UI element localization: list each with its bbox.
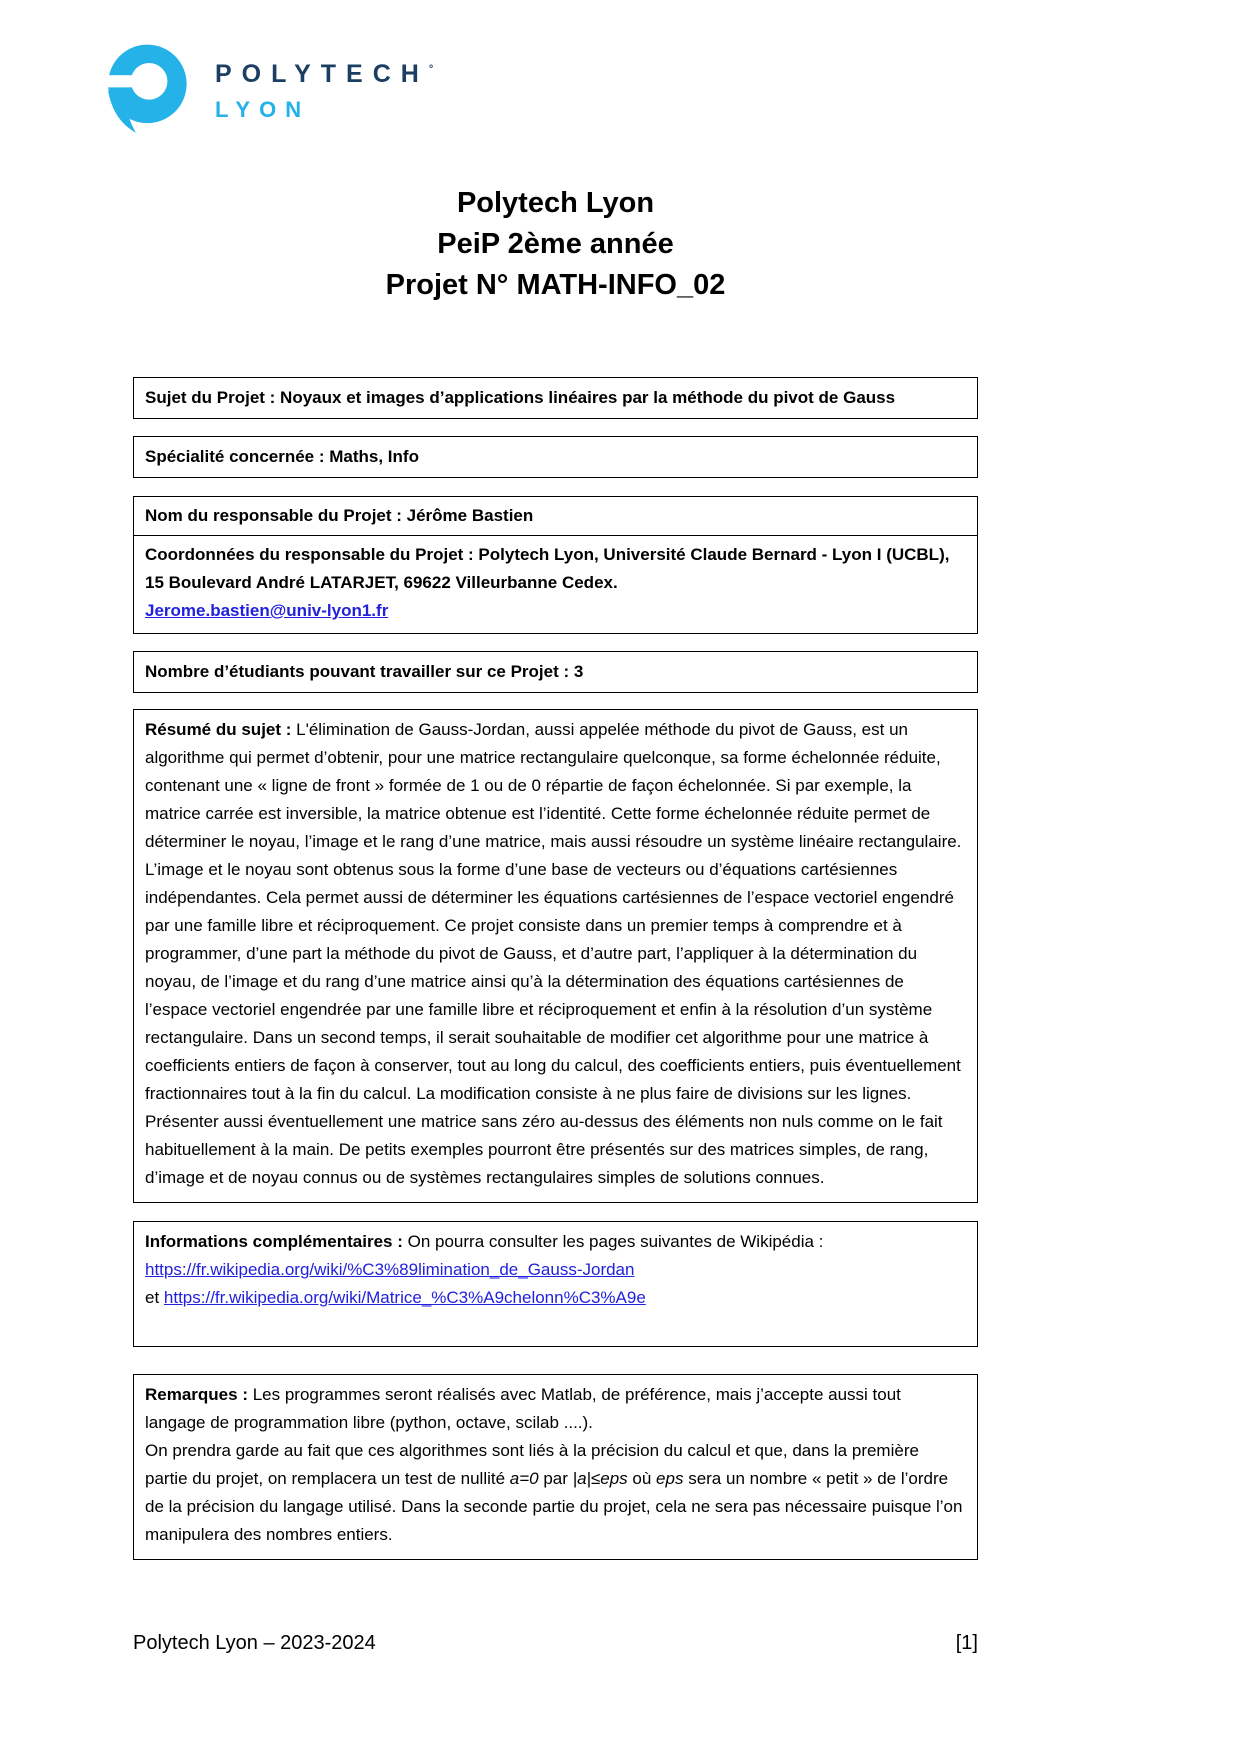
remarks-math-eps: eps: [656, 1469, 684, 1488]
remarks-para2-seg1: On prendra garde au fait que ces algorithmes sont liés à la précision du calcul et que, dans la première partie du projet, on remplacera un test de nullité: [145, 1441, 919, 1488]
info-link2-line: [145, 1284, 966, 1312]
remarks-math-abs-a-leq-eps: |a|≤eps: [572, 1469, 628, 1488]
responsible-coords-text: Coordonnées du responsable du Projet : Polytech Lyon, Université Claude Bernard - Lyon I (UCBL), 15 Boulevard André LATARJET, 69622 Villeurbanne Cedex.: [145, 545, 950, 592]
additional-info-box: [133, 1221, 978, 1347]
wikipedia-link-matrice-echelonnee[interactable]: https://fr.wikipedia.org/wiki/Matrice_%C3%A9chelonn%C3%A9e: [163, 1288, 646, 1307]
info-label: Informations complémentaires :: [145, 1232, 403, 1251]
summary-text: L'élimination de Gauss-Jordan, aussi appelée méthode du pivot de Gauss, est un algorithme qui permet d’obtenir, pour une matrice rectangulaire quelconque, sa forme échelonnée réduite, contenant une « ligne de front » formée de 1 ou de 0 répartie de façon échelonnée. Si par exemple, la matrice carrée est inversible, la matrice obtenue est l’identité. Cette forme échelonnée réduite permet de déterminer le noyau, l’image et le rang d’une matrice, mais aussi résoudre un système linéaire rectangulaire. L’image et le noyau sont obtenus sous la forme d’une base de vecteurs ou d’équations cartésiennes indépendantes. Cela permet aussi de déterminer les équations cartésiennes de l’espace vectoriel engendré par une famille libre et réciproquement. Ce projet consiste dans un premier temps à comprendre et à programmer, d’une part la méthode du pivot de Gauss, et d’autre part, l’appliquer à la détermination du noyau, de l’image et du rang d’une matrice ainsi qu’à la détermination des équations cartésiennes de l’espace vectoriel engendrée par une famille libre et réciproquement et enfin à la résolution d’un système rectangulaire. Dans un second temps, il serait souhaitable de modifier cet algorithme pour une matrice à coefficients entiers de façon à conserver, tout au long du calcul, des coefficients entiers, puis éventuellement fractionnaires tout à la fin du calcul. La modification consiste à ne plus faire de divisions sur les lignes. Présenter aussi éventuellement une matrice sans zéro au-dessus des éléments non nuls comme on le fait habituellement à la main. De petits exemples pourront être présentés sur des matrices simples, de rang, d’image et de noyau connus ou de systèmes rectangulaires simples de solutions connues.: [145, 720, 962, 1187]
info-intro-text: On pourra consulter les pages suivantes de Wikipédia :: [402, 1232, 824, 1251]
remarks-math-a-equals-0: a=0: [509, 1469, 539, 1488]
title-line-3: Projet N° MATH-INFO_02: [385, 269, 726, 301]
summary-label: Résumé du sujet :: [145, 720, 292, 739]
remarks-box: [133, 1374, 978, 1560]
footer-school-year: Polytech Lyon – 2023-2024: [133, 1632, 376, 1654]
remarks-para2-seg4: sera un nombre « petit » de l’ordre de la précision du langage utilisé. Dans la seconde partie du projet, cela ne sera pas nécessaire puisque l’on manipulera des nombres entiers.: [145, 1469, 963, 1544]
remarks-paragraph-2: [145, 1437, 966, 1549]
remarks-label: Remarques :: [145, 1385, 248, 1404]
info-intro-line: [145, 1228, 966, 1256]
students-box: [133, 651, 978, 693]
summary-box: [133, 709, 978, 1203]
subject-text: Sujet du Projet : Noyaux et images d’applications linéaires par la méthode du pivot de Gauss: [145, 388, 896, 407]
logo-brand-label: POLYTECH: [215, 60, 429, 88]
remarks-para2-seg3: où: [627, 1469, 657, 1488]
page-title: [133, 183, 978, 306]
title-line-2: PeiP 2ème année: [437, 228, 674, 260]
logo-city-text: LYON: [215, 97, 311, 122]
responsible-email-link[interactable]: Jerome.bastien@univ-lyon1.fr: [145, 601, 389, 620]
wikipedia-link-gauss-jordan[interactable]: https://fr.wikipedia.org/wiki/%C3%89limination_de_Gauss-Jordan: [145, 1260, 635, 1279]
info-link1-line: [145, 1256, 966, 1284]
info-link2-prefix: et: [145, 1288, 164, 1307]
title-line-1: Polytech Lyon: [456, 187, 655, 219]
specialty-text: Spécialité concernée : Maths, Info: [145, 447, 419, 466]
responsible-name-row: Nom du responsable du Projet : Jérôme Bastien: [134, 497, 977, 536]
remarks-para1-text: Les programmes seront réalisés avec Matlab, de préférence, mais j’accepte aussi tout langage de programmation libre (python, octave, scilab ....).: [145, 1385, 901, 1432]
document-content: [133, 0, 978, 1560]
page-footer: [133, 1630, 978, 1656]
remarks-paragraph-1: [145, 1381, 966, 1437]
remarks-para2-seg2: par: [538, 1469, 573, 1488]
students-text: Nombre d’étudiants pouvant travailler sur ce Projet : 3: [145, 662, 584, 681]
footer-page-number: [1]: [955, 1632, 978, 1654]
logo-trademark: °: [428, 63, 434, 76]
specialty-box: [133, 436, 978, 478]
responsible-box: [133, 496, 978, 634]
summary-paragraph: [145, 716, 966, 1192]
subject-box: [133, 377, 978, 419]
responsible-coords-row: [134, 536, 977, 633]
